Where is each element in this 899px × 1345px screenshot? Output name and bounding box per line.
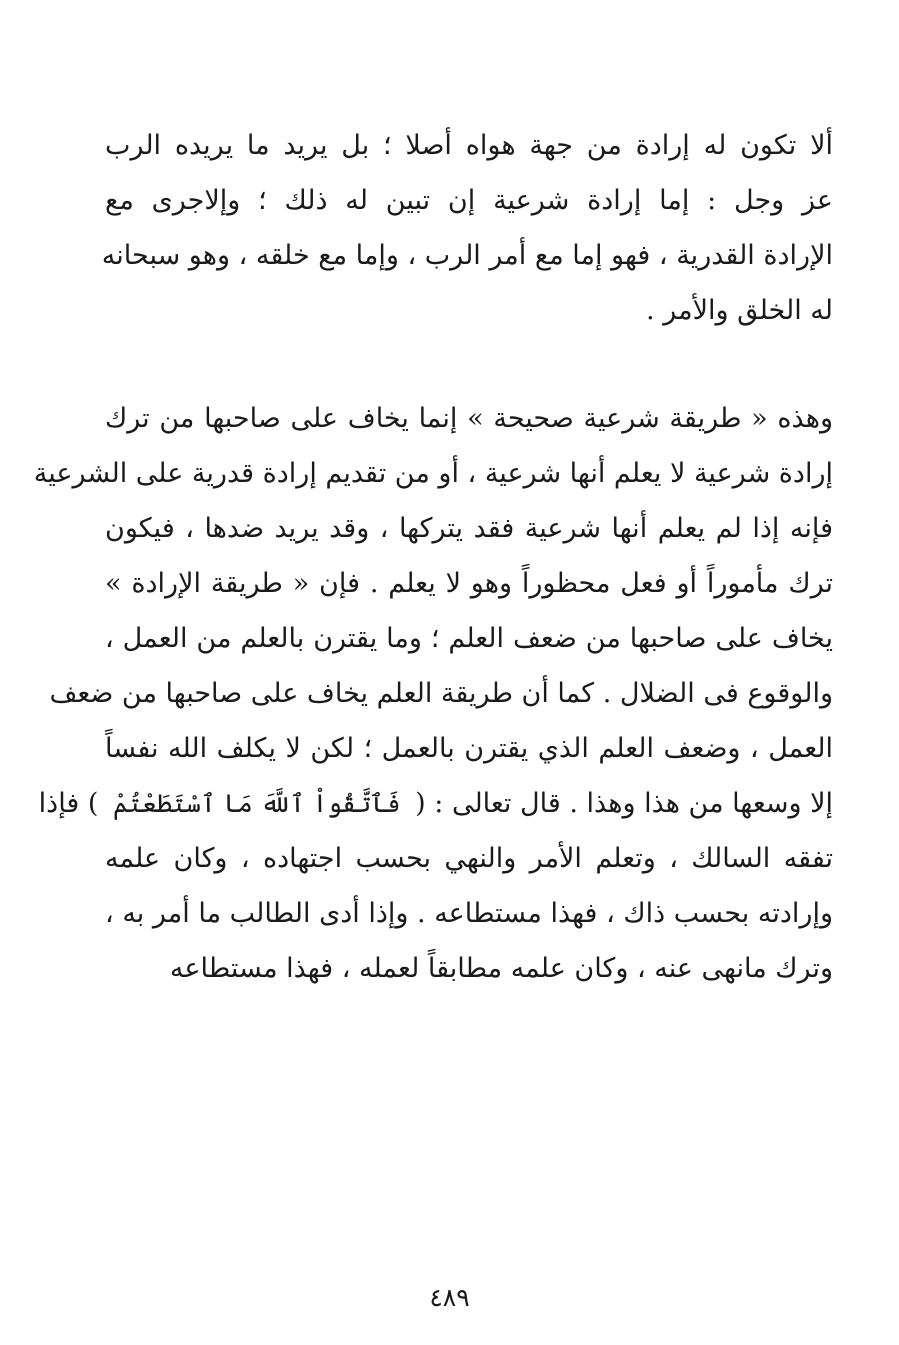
text-line: ترك مأموراً أو فعل محظوراً وهو لا يعلم . فإن « طريقة الإرادة » [105,568,833,599]
quran-citation-line [38,776,833,831]
text-line: فإنه إذا لم يعلم أنها شرعية فقد يتركها ، وقد يريد ضدها ، فيكون [105,513,833,544]
text-line: وإرادته بحسب ذاك ، فهذا مستطاعه . وإذا أدى الطالب ما أمر به ، [105,898,833,929]
text-line: تفقه السالك ، وتعلم الأمر والنهي بحسب اجتهاده ، وكان علمه [105,843,833,874]
text-line: وترك مانهى عنه ، وكان علمه مطابقاً لعمله ، فهذا مستطاعه [169,953,833,984]
text-line: والوقوع فى الضلال . كما أن طريقة العلم يخاف على صاحبها من ضعف [49,678,833,709]
text-line: يخاف على صاحبها من ضعف العلم ؛ وما يقترن بالعلم من العمل ، [105,623,833,654]
quran-verse: فَٱتَّقُواْ ٱللَّهَ مَا ٱسْتَطَعْتُمْ [113,789,401,818]
paragraph-1 [101,118,833,338]
text-line: عز وجل : إما إرادة شرعية إن تبين له ذلك ؛ وإلاجرى مع [105,185,833,216]
citation-lead-text: إلا وسعها من هذا وهذا . قال تعالى : ( [415,788,833,819]
text-line: ألا تكون له إرادة من جهة هواه أصلا ؛ بل يريد ما يريده الرب [105,130,833,161]
text-line: له الخلق والأمر . [646,295,833,326]
citation-trail-text: ) فإذا [38,788,99,819]
text-line: العمل ، وضعف العلم الذي يقترن بالعمل ؛ لكن لا يكلف الله نفساً [105,733,833,764]
page-number: ٤٨٩ [429,1283,470,1312]
text-line: وهذه « طريقة شرعية صحيحة » إنما يخاف على صاحبها من ترك [105,403,833,434]
paragraph-2 [33,391,833,996]
text-line: إرادة شرعية لا يعلم أنها شرعية ، أو من تقديم إرادة قدرية على الشرعية [33,458,833,489]
text-line: الإرادة القدرية ، فهو إما مع أمر الرب ، وإما مع خلقه ، وهو سبحانه [101,240,833,271]
